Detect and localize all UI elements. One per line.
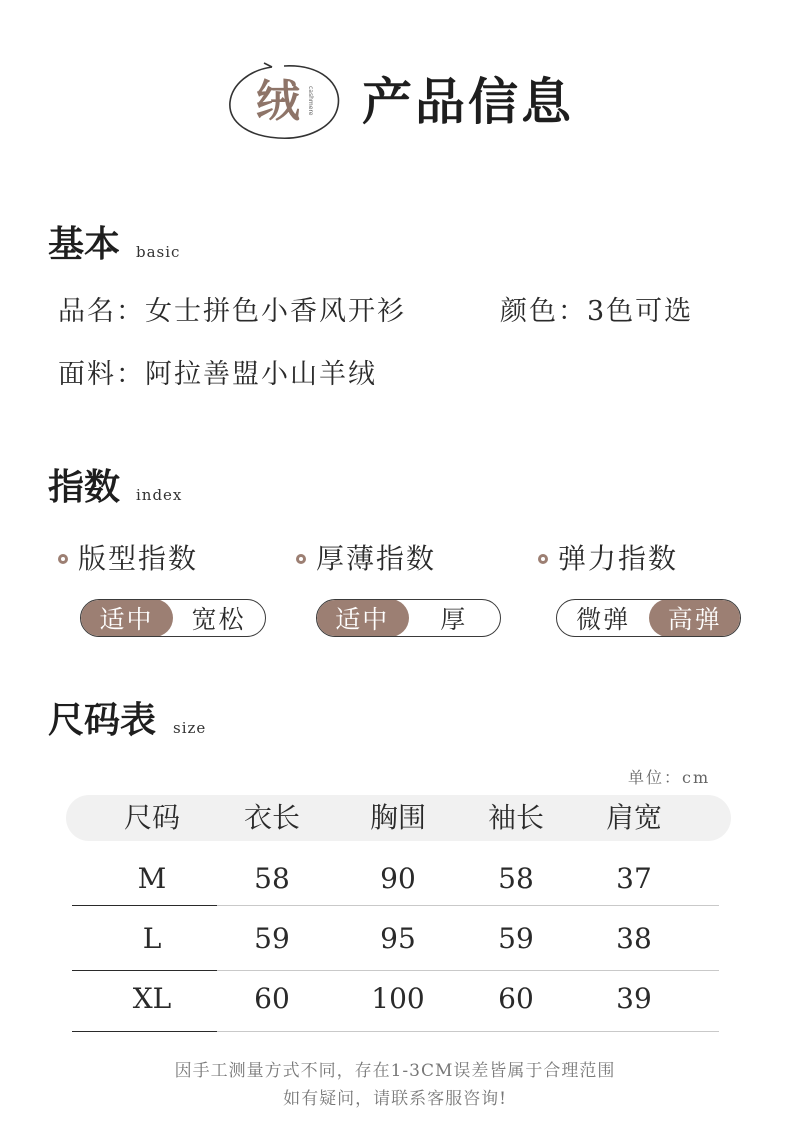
logo-small-text: cashmere [307, 86, 314, 116]
section-title-index: 指数 [48, 466, 121, 508]
section-title-basic: 基本 [48, 223, 121, 265]
section-subtitle-basic: basic [136, 243, 181, 261]
section-title-size: 尺码表 [48, 699, 157, 741]
table-cell-size: M [137, 862, 167, 895]
contact-note: 如有疑问，请联系客服咨询! [283, 1089, 507, 1109]
table-cell-bust: 90 [380, 862, 416, 895]
table-cell-shoulder: 39 [616, 982, 652, 1015]
table-header-bust: 胸围 [369, 801, 426, 834]
index-label-elasticity: 弹力指数 [558, 542, 679, 575]
fit-option-loose: 宽松 [191, 605, 246, 634]
table-header-size: 尺码 [123, 801, 180, 834]
table-cell-shoulder: 38 [616, 922, 652, 955]
table-header-shoulder: 肩宽 [605, 801, 662, 834]
row-divider [72, 970, 217, 971]
row-divider [217, 905, 719, 906]
thickness-option-medium: 适中 [316, 599, 409, 637]
thickness-index-selector [316, 599, 501, 637]
brand-logo [226, 62, 342, 142]
table-header-length: 衣长 [243, 801, 300, 834]
table-header-sleeve: 袖长 [487, 801, 544, 834]
product-color: 颜色：3色可选 [500, 296, 694, 327]
thickness-option-thick: 厚 [440, 605, 468, 634]
fit-option-medium: 适中 [80, 599, 173, 637]
product-fabric: 面料：阿拉善盟小山羊绒 [58, 359, 377, 390]
bullet-icon [538, 554, 548, 564]
table-cell-bust: 95 [380, 922, 416, 955]
table-cell-length: 58 [254, 862, 290, 895]
table-cell-sleeve: 59 [498, 922, 534, 955]
unit-label: 单位：cm [628, 768, 711, 787]
elasticity-option-high: 高弹 [649, 599, 742, 637]
table-cell-shoulder: 37 [616, 862, 652, 895]
row-divider [217, 970, 719, 971]
bullet-icon [58, 554, 68, 564]
table-cell-sleeve: 58 [498, 862, 534, 895]
measurement-note: 因手工测量方式不同，存在1-3CM误差皆属于合理范围 [174, 1061, 616, 1081]
table-cell-length: 59 [254, 922, 290, 955]
section-subtitle-index: index [136, 486, 183, 504]
elasticity-option-slight: 微弹 [576, 605, 631, 634]
row-divider [72, 1031, 217, 1032]
section-subtitle-size: size [173, 719, 207, 737]
table-cell-size: XL [132, 982, 172, 1015]
row-divider [72, 905, 217, 906]
table-cell-size: L [142, 922, 162, 955]
table-cell-sleeve: 60 [498, 982, 534, 1015]
row-divider [217, 1031, 719, 1032]
index-label-fit: 版型指数 [78, 542, 199, 575]
bullet-icon [296, 554, 306, 564]
table-cell-length: 60 [254, 982, 290, 1015]
fit-index-selector [80, 599, 266, 637]
table-cell-bust: 100 [371, 982, 425, 1015]
elasticity-index-selector [556, 599, 741, 637]
page-title: 产品信息 [362, 72, 574, 131]
index-label-thickness: 厚薄指数 [316, 542, 437, 575]
product-name: 品名：女士拼色小香风开衫 [58, 296, 406, 327]
logo-character: 绒 [256, 76, 300, 127]
